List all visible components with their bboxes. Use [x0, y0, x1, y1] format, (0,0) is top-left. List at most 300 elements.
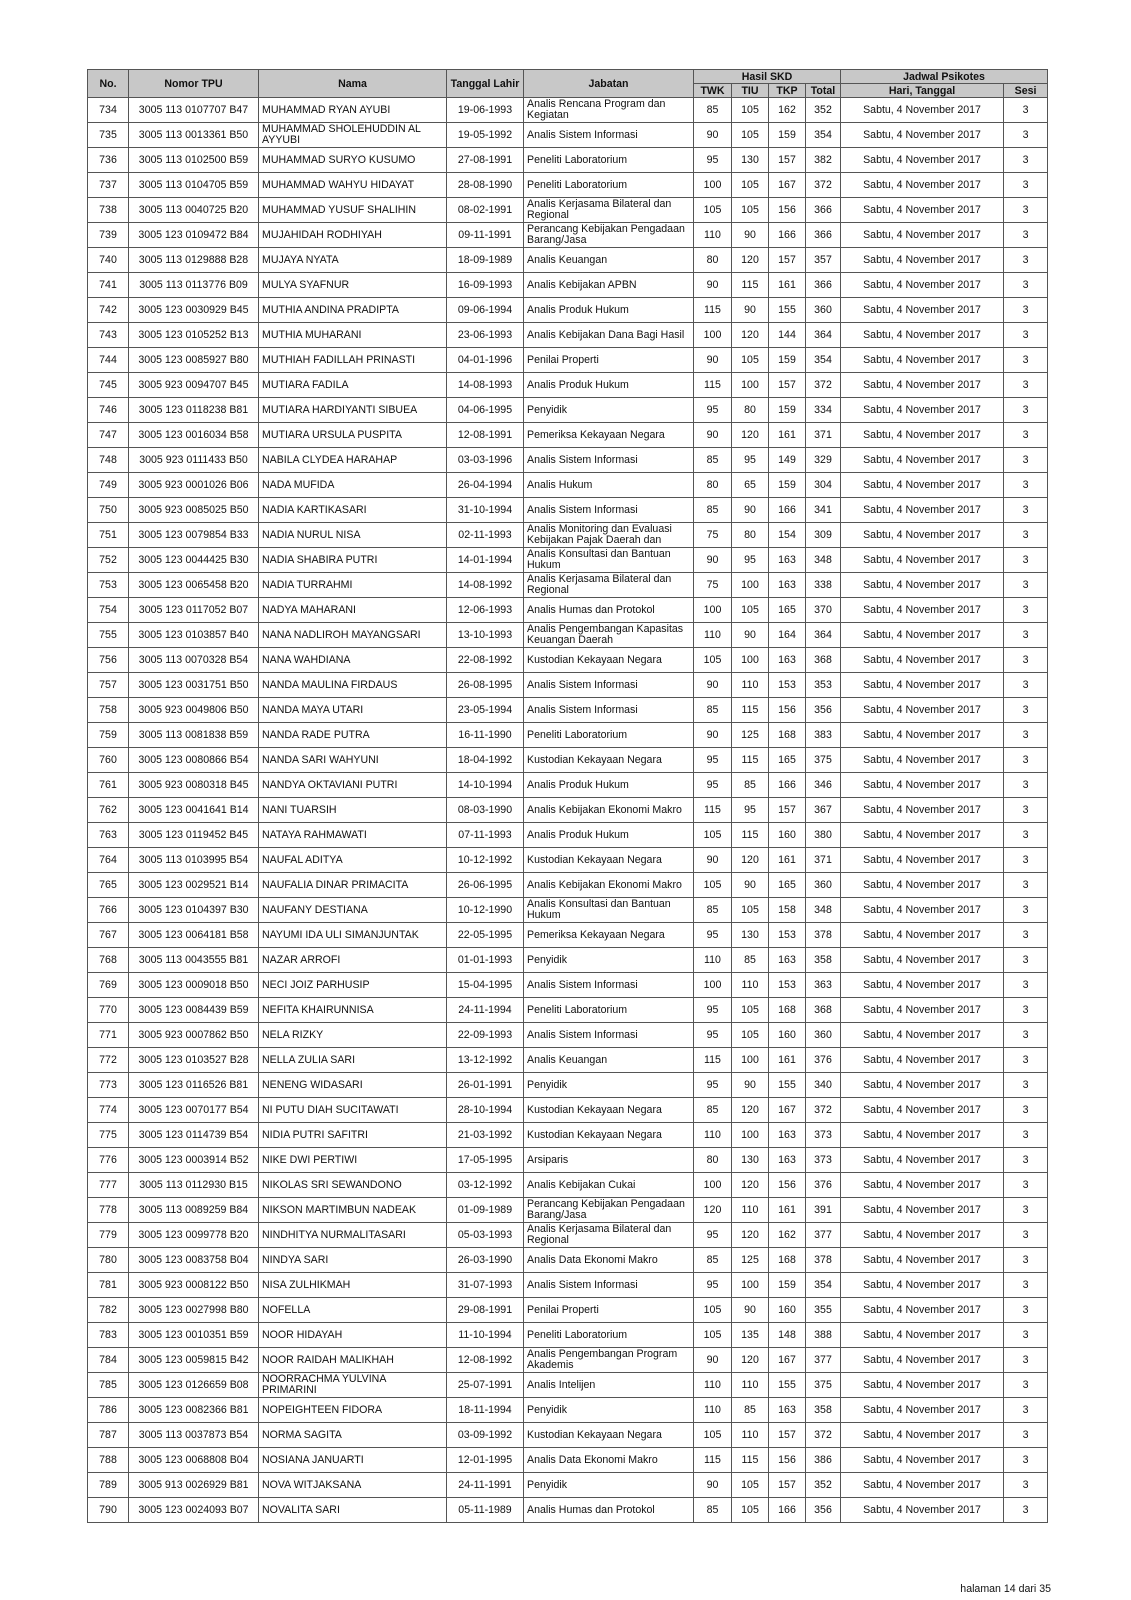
total-cell: 360: [806, 873, 841, 898]
nomor-tpu-cell: 3005 123 0065458 B20: [129, 573, 259, 598]
row-no-cell: 758: [88, 698, 129, 723]
col-total-header: Total: [806, 84, 841, 98]
twk-cell: 90: [694, 423, 732, 448]
jabatan-cell: Pemeriksa Kekayaan Negara: [524, 923, 694, 948]
twk-cell: 90: [694, 1348, 732, 1373]
sesi-cell: 3: [1004, 548, 1048, 573]
tiu-cell: 130: [732, 1148, 769, 1173]
table-row: [88, 1073, 1048, 1098]
sesi-cell: 3: [1004, 1098, 1048, 1123]
tiu-cell: 105: [732, 598, 769, 623]
sesi-cell: 3: [1004, 1198, 1048, 1223]
jabatan-cell: Analis Humas dan Protokol: [524, 1498, 694, 1523]
twk-cell: 80: [694, 248, 732, 273]
row-no-cell: 749: [88, 473, 129, 498]
nomor-tpu-cell: 3005 123 0024093 B07: [129, 1498, 259, 1523]
tiu-cell: 80: [732, 398, 769, 423]
col-tkp-header: TKP: [769, 84, 806, 98]
nomor-tpu-cell: 3005 123 0031751 B50: [129, 673, 259, 698]
jabatan-cell: Kustodian Kekayaan Negara: [524, 648, 694, 673]
table-row: [88, 198, 1048, 223]
tanggal-lahir-cell: 22-08-1992: [447, 648, 524, 673]
tanggal-lahir-cell: 28-10-1994: [447, 1098, 524, 1123]
twk-cell: 85: [694, 1498, 732, 1523]
total-cell: 372: [806, 373, 841, 398]
hari-tanggal-cell: Sabtu, 4 November 2017: [841, 1148, 1004, 1173]
table-row: [88, 973, 1048, 998]
table-row: [88, 998, 1048, 1023]
nomor-tpu-cell: 3005 123 0068808 B04: [129, 1448, 259, 1473]
tkp-cell: 166: [769, 223, 806, 248]
tiu-cell: 105: [732, 98, 769, 123]
table-row: [88, 1323, 1048, 1348]
tiu-cell: 85: [732, 773, 769, 798]
nomor-tpu-cell: 3005 923 0049806 B50: [129, 698, 259, 723]
tkp-cell: 161: [769, 1048, 806, 1073]
row-no-cell: 762: [88, 798, 129, 823]
row-no-cell: 776: [88, 1148, 129, 1173]
nama-cell: NOPEIGHTEEN FIDORA: [259, 1398, 447, 1423]
tkp-cell: 153: [769, 673, 806, 698]
row-no-cell: 788: [88, 1448, 129, 1473]
nomor-tpu-cell: 3005 123 0016034 B58: [129, 423, 259, 448]
hari-tanggal-cell: Sabtu, 4 November 2017: [841, 698, 1004, 723]
sesi-cell: 3: [1004, 598, 1048, 623]
table-row: [88, 1098, 1048, 1123]
nomor-tpu-cell: 3005 123 0109472 B84: [129, 223, 259, 248]
tkp-cell: 157: [769, 1473, 806, 1498]
nomor-tpu-cell: 3005 923 0001026 B06: [129, 473, 259, 498]
total-cell: 309: [806, 523, 841, 548]
tiu-cell: 100: [732, 573, 769, 598]
tkp-cell: 158: [769, 898, 806, 923]
nama-cell: MUJAHIDAH RODHIYAH: [259, 223, 447, 248]
hari-tanggal-cell: Sabtu, 4 November 2017: [841, 1023, 1004, 1048]
tkp-cell: 153: [769, 923, 806, 948]
hari-tanggal-cell: Sabtu, 4 November 2017: [841, 748, 1004, 773]
nomor-tpu-cell: 3005 123 0084439 B59: [129, 998, 259, 1023]
table-row: [88, 773, 1048, 798]
tiu-cell: 105: [732, 998, 769, 1023]
tanggal-lahir-cell: 08-03-1990: [447, 798, 524, 823]
row-no-cell: 779: [88, 1223, 129, 1248]
nomor-tpu-cell: 3005 923 0085025 B50: [129, 498, 259, 523]
row-no-cell: 764: [88, 848, 129, 873]
jabatan-cell: Analis Pengembangan Program Akademis: [524, 1348, 694, 1373]
twk-cell: 90: [694, 1473, 732, 1498]
table-row: [88, 298, 1048, 323]
twk-cell: 95: [694, 923, 732, 948]
hari-tanggal-cell: Sabtu, 4 November 2017: [841, 123, 1004, 148]
total-cell: 352: [806, 1473, 841, 1498]
tkp-cell: 155: [769, 298, 806, 323]
row-no-cell: 739: [88, 223, 129, 248]
row-no-cell: 773: [88, 1073, 129, 1098]
row-no-cell: 790: [88, 1498, 129, 1523]
jabatan-cell: Analis Kerjasama Bilateral dan Regional: [524, 573, 694, 598]
hari-tanggal-cell: Sabtu, 4 November 2017: [841, 398, 1004, 423]
jabatan-cell: Analis Kebijakan Ekonomi Makro: [524, 873, 694, 898]
twk-cell: 105: [694, 1323, 732, 1348]
hari-tanggal-cell: Sabtu, 4 November 2017: [841, 498, 1004, 523]
table-row: [88, 1123, 1048, 1148]
table-row: [88, 1448, 1048, 1473]
tiu-cell: 85: [732, 948, 769, 973]
nama-cell: NADA MUFIDA: [259, 473, 447, 498]
tkp-cell: 165: [769, 598, 806, 623]
page-number: halaman 14 dari 35: [960, 1583, 1051, 1595]
tiu-cell: 90: [732, 223, 769, 248]
twk-cell: 100: [694, 323, 732, 348]
tanggal-lahir-cell: 18-04-1992: [447, 748, 524, 773]
hari-tanggal-cell: Sabtu, 4 November 2017: [841, 373, 1004, 398]
row-no-cell: 770: [88, 998, 129, 1023]
total-cell: 368: [806, 998, 841, 1023]
nomor-tpu-cell: 3005 123 0030929 B45: [129, 298, 259, 323]
jabatan-cell: Penilai Properti: [524, 1298, 694, 1323]
row-no-cell: 786: [88, 1398, 129, 1423]
nomor-tpu-cell: 3005 113 0070328 B54: [129, 648, 259, 673]
jabatan-cell: Analis Data Ekonomi Makro: [524, 1448, 694, 1473]
col-nama-header: Nama: [259, 70, 447, 98]
hari-tanggal-cell: Sabtu, 4 November 2017: [841, 198, 1004, 223]
nama-cell: NAZAR ARROFI: [259, 948, 447, 973]
sesi-cell: 3: [1004, 923, 1048, 948]
hari-tanggal-cell: Sabtu, 4 November 2017: [841, 948, 1004, 973]
tkp-cell: 168: [769, 1248, 806, 1273]
twk-cell: 90: [694, 673, 732, 698]
nama-cell: NANDA MAYA UTARI: [259, 698, 447, 723]
tanggal-lahir-cell: 02-11-1993: [447, 523, 524, 548]
total-cell: 353: [806, 673, 841, 698]
tkp-cell: 159: [769, 473, 806, 498]
hari-tanggal-cell: Sabtu, 4 November 2017: [841, 798, 1004, 823]
row-no-cell: 735: [88, 123, 129, 148]
tanggal-lahir-cell: 03-03-1996: [447, 448, 524, 473]
nomor-tpu-cell: 3005 113 0037873 B54: [129, 1423, 259, 1448]
nomor-tpu-cell: 3005 113 0112930 B15: [129, 1173, 259, 1198]
tkp-cell: 159: [769, 123, 806, 148]
hari-tanggal-cell: Sabtu, 4 November 2017: [841, 1373, 1004, 1398]
table-row: [88, 1348, 1048, 1373]
tanggal-lahir-cell: 16-11-1990: [447, 723, 524, 748]
tkp-cell: 161: [769, 423, 806, 448]
nomor-tpu-cell: 3005 123 0103857 B40: [129, 623, 259, 648]
nama-cell: NABILA CLYDEA HARAHAP: [259, 448, 447, 473]
twk-cell: 95: [694, 1023, 732, 1048]
table-row: [88, 648, 1048, 673]
jabatan-cell: Kustodian Kekayaan Negara: [524, 748, 694, 773]
total-cell: 371: [806, 848, 841, 873]
tkp-cell: 159: [769, 398, 806, 423]
sesi-cell: 3: [1004, 1148, 1048, 1173]
twk-cell: 110: [694, 948, 732, 973]
table-row: [88, 873, 1048, 898]
total-cell: 382: [806, 148, 841, 173]
total-cell: 366: [806, 223, 841, 248]
total-cell: 358: [806, 948, 841, 973]
tiu-cell: 100: [732, 1048, 769, 1073]
jabatan-cell: Analis Humas dan Protokol: [524, 598, 694, 623]
table-row: [88, 1023, 1048, 1048]
twk-cell: 95: [694, 1073, 732, 1098]
tkp-cell: 166: [769, 1498, 806, 1523]
total-cell: 348: [806, 548, 841, 573]
tkp-cell: 159: [769, 348, 806, 373]
nomor-tpu-cell: 3005 113 0104705 B59: [129, 173, 259, 198]
nama-cell: NAYUMI IDA ULI SIMANJUNTAK: [259, 923, 447, 948]
tiu-cell: 115: [732, 698, 769, 723]
hari-tanggal-cell: Sabtu, 4 November 2017: [841, 1173, 1004, 1198]
jabatan-cell: Analis Sistem Informasi: [524, 698, 694, 723]
hari-tanggal-cell: Sabtu, 4 November 2017: [841, 1423, 1004, 1448]
sesi-cell: 3: [1004, 748, 1048, 773]
sesi-cell: 3: [1004, 498, 1048, 523]
tkp-cell: 163: [769, 1398, 806, 1423]
sesi-cell: 3: [1004, 223, 1048, 248]
jabatan-cell: Analis Rencana Program dan Kegiatan: [524, 98, 694, 123]
nama-cell: NOSIANA JANUARTI: [259, 1448, 447, 1473]
nomor-tpu-cell: 3005 923 0111433 B50: [129, 448, 259, 473]
nomor-tpu-cell: 3005 123 0027998 B80: [129, 1298, 259, 1323]
tiu-cell: 105: [732, 173, 769, 198]
table-row: [88, 373, 1048, 398]
nama-cell: MUHAMMAD WAHYU HIDAYAT: [259, 173, 447, 198]
nomor-tpu-cell: 3005 113 0043555 B81: [129, 948, 259, 973]
nama-cell: NIKSON MARTIMBUN NADEAK: [259, 1198, 447, 1223]
sesi-cell: 3: [1004, 998, 1048, 1023]
nama-cell: MUTHIAH FADILLAH PRINASTI: [259, 348, 447, 373]
tanggal-lahir-cell: 13-12-1992: [447, 1048, 524, 1073]
jabatan-cell: Peneliti Laboratorium: [524, 1323, 694, 1348]
tkp-cell: 157: [769, 373, 806, 398]
hari-tanggal-cell: Sabtu, 4 November 2017: [841, 873, 1004, 898]
total-cell: 376: [806, 1173, 841, 1198]
row-no-cell: 734: [88, 98, 129, 123]
row-no-cell: 785: [88, 1373, 129, 1398]
jabatan-cell: Penyidik: [524, 1473, 694, 1498]
hari-tanggal-cell: Sabtu, 4 November 2017: [841, 548, 1004, 573]
twk-cell: 100: [694, 173, 732, 198]
total-cell: 378: [806, 923, 841, 948]
twk-cell: 75: [694, 523, 732, 548]
jabatan-cell: Analis Kebijakan APBN: [524, 273, 694, 298]
table-row: [88, 1048, 1048, 1073]
tiu-cell: 105: [732, 1473, 769, 1498]
hari-tanggal-cell: Sabtu, 4 November 2017: [841, 1323, 1004, 1348]
sesi-cell: 3: [1004, 823, 1048, 848]
tkp-cell: 163: [769, 1148, 806, 1173]
table-row: [88, 1498, 1048, 1523]
table-row: [88, 1148, 1048, 1173]
tkp-cell: 168: [769, 723, 806, 748]
twk-cell: 80: [694, 1148, 732, 1173]
nama-cell: MUTIARA URSULA PUSPITA: [259, 423, 447, 448]
row-no-cell: 784: [88, 1348, 129, 1373]
total-cell: 383: [806, 723, 841, 748]
twk-cell: 90: [694, 848, 732, 873]
total-cell: 373: [806, 1123, 841, 1148]
nomor-tpu-cell: 3005 923 0008122 B50: [129, 1273, 259, 1298]
total-cell: 357: [806, 248, 841, 273]
sesi-cell: 3: [1004, 248, 1048, 273]
total-cell: 377: [806, 1348, 841, 1373]
nama-cell: NISA ZULHIKMAH: [259, 1273, 447, 1298]
sesi-cell: 3: [1004, 1123, 1048, 1148]
twk-cell: 95: [694, 398, 732, 423]
jabatan-cell: Analis Kebijakan Cukai: [524, 1173, 694, 1198]
sesi-cell: 3: [1004, 798, 1048, 823]
twk-cell: 85: [694, 498, 732, 523]
sesi-cell: 3: [1004, 1398, 1048, 1423]
jabatan-cell: Peneliti Laboratorium: [524, 998, 694, 1023]
tanggal-lahir-cell: 23-05-1994: [447, 698, 524, 723]
tkp-cell: 167: [769, 1348, 806, 1373]
nomor-tpu-cell: 3005 123 0117052 B07: [129, 598, 259, 623]
twk-cell: 80: [694, 473, 732, 498]
col-jabatan-header: Jabatan: [524, 70, 694, 98]
tkp-cell: 165: [769, 748, 806, 773]
row-no-cell: 752: [88, 548, 129, 573]
nomor-tpu-cell: 3005 123 0116526 B81: [129, 1073, 259, 1098]
sesi-cell: 3: [1004, 1048, 1048, 1073]
twk-cell: 75: [694, 573, 732, 598]
row-no-cell: 741: [88, 273, 129, 298]
tiu-cell: 105: [732, 123, 769, 148]
sesi-cell: 3: [1004, 348, 1048, 373]
jabatan-cell: Peneliti Laboratorium: [524, 173, 694, 198]
twk-cell: 105: [694, 823, 732, 848]
total-cell: 364: [806, 623, 841, 648]
sesi-cell: 3: [1004, 423, 1048, 448]
tanggal-lahir-cell: 26-04-1994: [447, 473, 524, 498]
hari-tanggal-cell: Sabtu, 4 November 2017: [841, 648, 1004, 673]
nama-cell: MUHAMMAD RYAN AYUBI: [259, 98, 447, 123]
tiu-cell: 105: [732, 348, 769, 373]
tiu-cell: 120: [732, 1348, 769, 1373]
hari-tanggal-cell: Sabtu, 4 November 2017: [841, 848, 1004, 873]
nama-cell: NINDYA SARI: [259, 1248, 447, 1273]
hari-tanggal-cell: Sabtu, 4 November 2017: [841, 273, 1004, 298]
row-no-cell: 737: [88, 173, 129, 198]
table-body: [88, 98, 1048, 1523]
tiu-cell: 120: [732, 848, 769, 873]
total-cell: 356: [806, 1498, 841, 1523]
nama-cell: NANDA SARI WAHYUNI: [259, 748, 447, 773]
total-cell: 373: [806, 1148, 841, 1173]
hari-tanggal-cell: Sabtu, 4 November 2017: [841, 573, 1004, 598]
nama-cell: NIKOLAS SRI SEWANDONO: [259, 1173, 447, 1198]
tanggal-lahir-cell: 14-01-1994: [447, 548, 524, 573]
row-no-cell: 753: [88, 573, 129, 598]
hari-tanggal-cell: Sabtu, 4 November 2017: [841, 173, 1004, 198]
twk-cell: 100: [694, 598, 732, 623]
total-cell: 366: [806, 273, 841, 298]
sesi-cell: 3: [1004, 773, 1048, 798]
hari-tanggal-cell: Sabtu, 4 November 2017: [841, 1273, 1004, 1298]
tiu-cell: 115: [732, 823, 769, 848]
twk-cell: 110: [694, 1373, 732, 1398]
total-cell: 372: [806, 173, 841, 198]
twk-cell: 90: [694, 123, 732, 148]
nama-cell: NOVALITA SARI: [259, 1498, 447, 1523]
jabatan-cell: Kustodian Kekayaan Negara: [524, 1123, 694, 1148]
table-row: [88, 798, 1048, 823]
twk-cell: 105: [694, 1298, 732, 1323]
sesi-cell: 3: [1004, 1473, 1048, 1498]
tiu-cell: 65: [732, 473, 769, 498]
twk-cell: 95: [694, 148, 732, 173]
table-row: [88, 448, 1048, 473]
tanggal-lahir-cell: 19-05-1992: [447, 123, 524, 148]
nama-cell: NANDA RADE PUTRA: [259, 723, 447, 748]
nomor-tpu-cell: 3005 123 0085927 B80: [129, 348, 259, 373]
sesi-cell: 3: [1004, 1223, 1048, 1248]
tanggal-lahir-cell: 25-07-1991: [447, 1373, 524, 1398]
twk-cell: 110: [694, 623, 732, 648]
row-no-cell: 766: [88, 898, 129, 923]
jabatan-cell: Arsiparis: [524, 1148, 694, 1173]
tanggal-lahir-cell: 28-08-1990: [447, 173, 524, 198]
nomor-tpu-cell: 3005 123 0009018 B50: [129, 973, 259, 998]
nomor-tpu-cell: 3005 113 0107707 B47: [129, 98, 259, 123]
tiu-cell: 80: [732, 523, 769, 548]
row-no-cell: 780: [88, 1248, 129, 1273]
nama-cell: NANA NADLIROH MAYANGSARI: [259, 623, 447, 648]
tiu-cell: 120: [732, 1098, 769, 1123]
tkp-cell: 167: [769, 173, 806, 198]
tiu-cell: 105: [732, 898, 769, 923]
hari-tanggal-cell: Sabtu, 4 November 2017: [841, 523, 1004, 548]
row-no-cell: 787: [88, 1423, 129, 1448]
twk-cell: 90: [694, 348, 732, 373]
nama-cell: NANA WAHDIANA: [259, 648, 447, 673]
tiu-cell: 95: [732, 448, 769, 473]
tanggal-lahir-cell: 21-03-1992: [447, 1123, 524, 1148]
table-row: [88, 423, 1048, 448]
nomor-tpu-cell: 3005 123 0070177 B54: [129, 1098, 259, 1123]
sesi-cell: 3: [1004, 1323, 1048, 1348]
nomor-tpu-cell: 3005 123 0103527 B28: [129, 1048, 259, 1073]
tkp-cell: 156: [769, 1173, 806, 1198]
col-nomor-tpu-header: Nomor TPU: [129, 70, 259, 98]
total-cell: 363: [806, 973, 841, 998]
hari-tanggal-cell: Sabtu, 4 November 2017: [841, 248, 1004, 273]
tanggal-lahir-cell: 12-06-1993: [447, 598, 524, 623]
tiu-cell: 120: [732, 423, 769, 448]
col-twk-header: TWK: [694, 84, 732, 98]
jabatan-cell: Perancang Kebijakan Pengadaan Barang/Jasa: [524, 223, 694, 248]
nomor-tpu-cell: 3005 923 0007862 B50: [129, 1023, 259, 1048]
row-no-cell: 738: [88, 198, 129, 223]
nomor-tpu-cell: 3005 123 0029521 B14: [129, 873, 259, 898]
tiu-cell: 130: [732, 923, 769, 948]
total-cell: 358: [806, 1398, 841, 1423]
tkp-cell: 148: [769, 1323, 806, 1348]
table-row: [88, 1423, 1048, 1448]
tiu-cell: 120: [732, 323, 769, 348]
tanggal-lahir-cell: 26-01-1991: [447, 1073, 524, 1098]
twk-cell: 85: [694, 1248, 732, 1273]
total-cell: 378: [806, 1248, 841, 1273]
table-row: [88, 748, 1048, 773]
table-row: [88, 1198, 1048, 1223]
total-cell: 348: [806, 898, 841, 923]
twk-cell: 115: [694, 373, 732, 398]
nama-cell: MUHAMMAD YUSUF SHALIHIN: [259, 198, 447, 223]
twk-cell: 100: [694, 1173, 732, 1198]
jabatan-cell: Penyidik: [524, 398, 694, 423]
